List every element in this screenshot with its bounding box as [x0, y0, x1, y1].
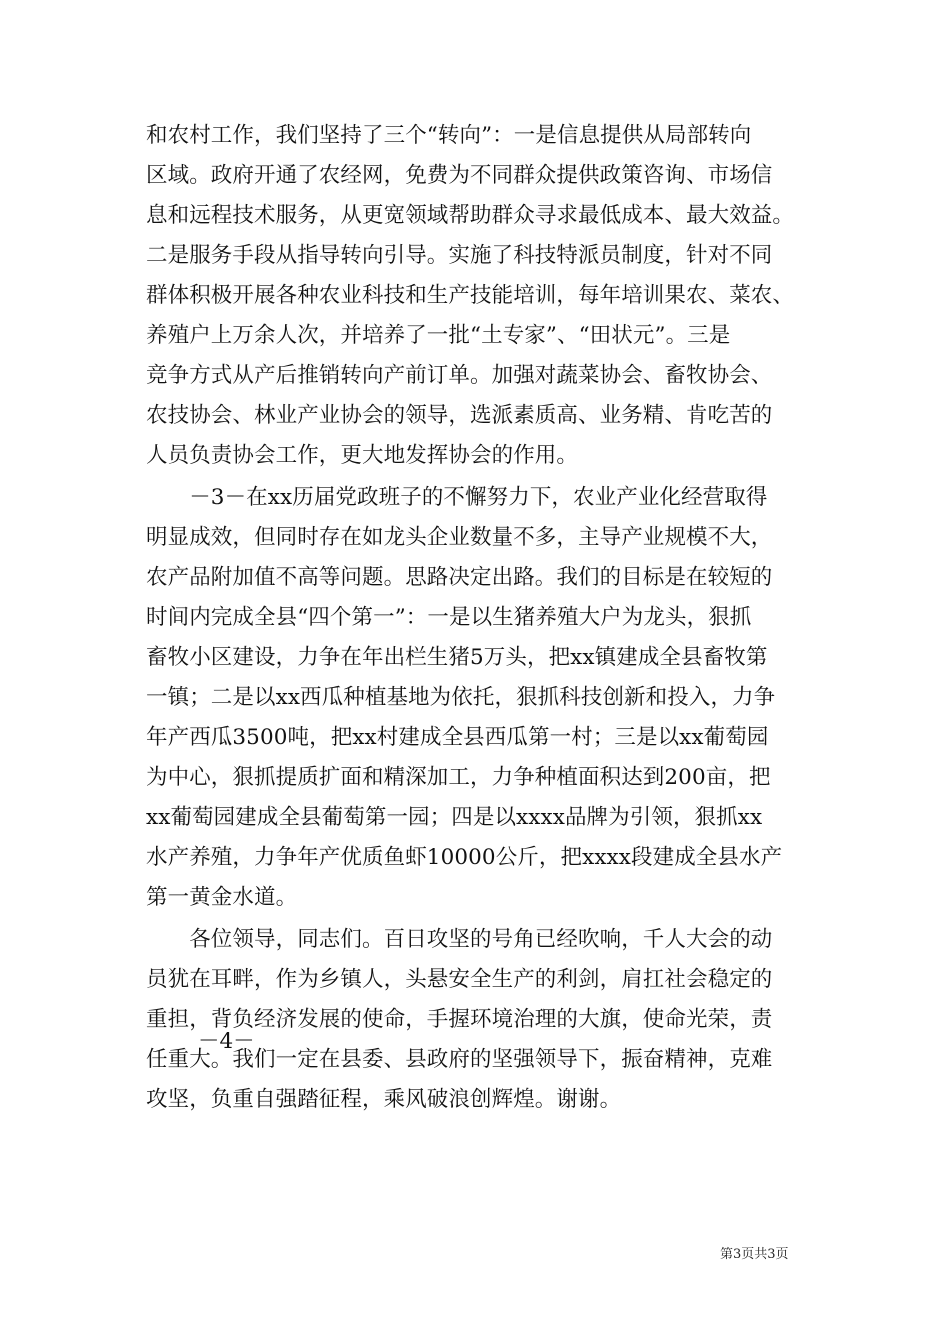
- text-line: 二是服务手段从指导转向引导。实施了科技特派员制度，针对不同: [146, 243, 773, 268]
- text-line: 各位领导，同志们。百日攻坚的号角已经吹响，千人大会的动: [146, 927, 773, 952]
- document-body: [146, 116, 826, 1120]
- text-line: －3－在xx历届党政班子的不懈努力下，农业产业化经营取得: [146, 485, 768, 510]
- page-footer: 第3页共3页: [720, 1247, 789, 1262]
- paragraph-1: [146, 116, 826, 476]
- text-line: xx葡萄园建成全县葡萄第一园；四是以xxxx品牌为引领，狠抓xx: [146, 805, 763, 830]
- text-line: 一镇；二是以xx西瓜种植基地为依托，狠抓科技创新和投入，力争: [146, 685, 776, 710]
- text-line: 水产养殖，力争年产优质鱼虾10000公斤，把xxxx段建成全县水产: [146, 845, 783, 870]
- text-line: 人员负责协会工作，更大地发挥协会的作用。: [146, 443, 579, 468]
- text-line: 第一黄金水道。: [146, 885, 298, 910]
- text-line: 员犹在耳畔，作为乡镇人，头悬安全生产的利剑，肩扛社会稳定的: [146, 967, 773, 992]
- text-line: 年产西瓜3500吨，把xx村建成全县西瓜第一村；三是以xx葡萄园: [146, 725, 769, 750]
- page-marker: －4－: [198, 1029, 255, 1054]
- text-line: 息和远程技术服务，从更宽领域帮助群众寻求最低成本、最大效益。: [146, 203, 795, 228]
- paragraph-3: [146, 920, 826, 1120]
- text-line: 攻坚，负重自强踏征程，乘风破浪创辉煌。谢谢。: [146, 1087, 622, 1112]
- text-line: 区域。政府开通了农经网，免费为不同群众提供政策咨询、市场信: [146, 163, 773, 188]
- text-line: 任重大。我们一定在县委、县政府的坚强领导下，振奋精神，克难: [146, 1047, 773, 1072]
- paragraph-2: [146, 478, 826, 918]
- text-line: 群体积极开展各种农业科技和生产技能培训，每年培训果农、菜农、: [146, 283, 795, 308]
- text-line: 和农村工作，我们坚持了三个“转向”：一是信息提供从局部转向: [146, 123, 752, 148]
- text-line: 畜牧小区建设，力争在年出栏生猪5万头，把xx镇建成全县畜牧第: [146, 645, 768, 670]
- text-line: 时间内完成全县“四个第一”：一是以生猪养殖大户为龙头，狠抓: [146, 605, 752, 630]
- text-line: 农技协会、林业产业协会的领导，选派素质高、业务精、肯吃苦的: [146, 403, 773, 428]
- text-line: 明显成效，但同时存在如龙头企业数量不多，主导产业规模不大，: [146, 525, 773, 550]
- text-line: 为中心，狠抓提质扩面和精深加工，力争种植面积达到200亩，把: [146, 765, 771, 790]
- text-line: 养殖户上万余人次，并培养了一批“土专家”、“田状元”。三是: [146, 323, 731, 348]
- text-line: 竞争方式从产后推销转向产前订单。加强对蔬菜协会、畜牧协会、: [146, 363, 773, 388]
- text-line: 农产品附加值不高等问题。思路决定出路。我们的目标是在较短的: [146, 565, 773, 590]
- text-line: 重担，背负经济发展的使命，手握环境治理的大旗，使命光荣，责: [146, 1007, 773, 1032]
